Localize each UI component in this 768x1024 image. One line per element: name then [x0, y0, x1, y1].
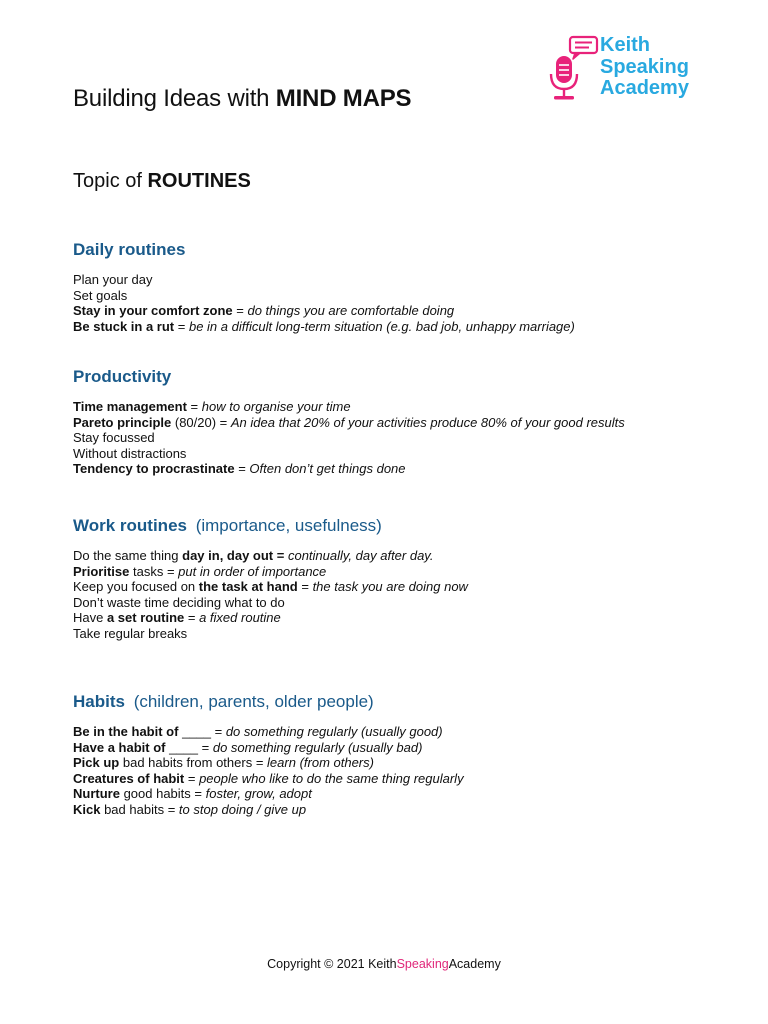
line-text: Do the same thing: [73, 548, 183, 563]
section-heading: [73, 515, 733, 537]
section-heading: [73, 691, 733, 713]
line-term: Nurture: [73, 786, 120, 801]
footer-suffix: Academy: [448, 957, 501, 971]
line-definition: An idea that 20% of your activities produce 80% of your good results: [230, 414, 625, 430]
vocab-line: [73, 415, 733, 431]
line-equals: =: [198, 739, 213, 755]
page-title-strong: MIND MAPS: [275, 85, 412, 112]
section-productivity: [73, 366, 733, 477]
line-text: Stay focussed: [73, 430, 155, 445]
line-definition: do things you are comfortable doing: [247, 303, 455, 318]
line-term: Be in the habit of: [73, 724, 179, 739]
vocab-line: [73, 399, 733, 415]
section-lines: [73, 399, 733, 477]
topic-title-prefix: Topic of: [73, 170, 148, 192]
vocab-line: [73, 319, 733, 335]
line-text-mid: ____: [165, 739, 199, 755]
line-text: Plan your day: [73, 272, 153, 287]
section-lines: [73, 272, 733, 334]
line-equals: =: [252, 755, 268, 770]
microphone-speech-bubble-icon: [545, 34, 601, 102]
line-definition: continually, day after day.: [287, 548, 434, 563]
logo-line-1: Keith: [600, 34, 650, 56]
keith-speaking-academy-logo: [545, 34, 745, 104]
footer-prefix: Copyright © 2021 Keith: [267, 957, 397, 971]
logo-wordmark: [600, 35, 689, 100]
line-text-mid: bad habits: [100, 801, 165, 817]
line-definition: to stop doing / give up: [178, 801, 307, 817]
topic-title-strong: ROUTINES: [147, 170, 251, 192]
section-heading-title: Daily routines: [73, 240, 186, 259]
line-term: Have a habit of: [73, 739, 166, 755]
line-equals: =: [163, 563, 179, 579]
section-lines: [73, 724, 733, 817]
vocab-line: [73, 626, 733, 642]
line-text: Have: [73, 610, 107, 625]
section-heading-subtitle: (children, parents, older people): [128, 692, 374, 711]
vocab-line: [73, 303, 733, 319]
line-term: Creatures of habit: [73, 770, 185, 786]
section-daily-routines: [73, 239, 733, 334]
line-equals: =: [297, 579, 313, 594]
logo-line-3: Academy: [600, 77, 689, 99]
line-term: a set routine: [106, 610, 185, 625]
line-term: Pick up: [73, 755, 120, 770]
line-definition: learn (from others): [267, 755, 374, 770]
line-text: Take regular breaks: [73, 625, 188, 641]
section-lines: [73, 548, 733, 641]
vocab-line: [73, 595, 733, 611]
vocab-line: [73, 771, 733, 787]
line-equals: =: [190, 786, 206, 801]
line-definition: the task you are doing now: [312, 579, 468, 594]
vocab-line: [73, 461, 733, 477]
vocab-line: [73, 446, 733, 462]
line-definition: a fixed routine: [199, 610, 281, 625]
vocab-line: [73, 272, 733, 288]
vocab-line: [73, 802, 733, 818]
section-work-routines: [73, 515, 733, 641]
footer-copyright: [0, 956, 768, 972]
line-term: Kick: [73, 801, 101, 817]
line-text-mid: bad habits from others: [119, 755, 253, 770]
vocab-line: [73, 724, 733, 740]
line-term: the task at hand: [198, 579, 298, 594]
page-title-prefix: Building Ideas with: [73, 85, 276, 112]
line-term: Pareto principle: [73, 414, 172, 430]
line-text-mid: (80/20): [171, 414, 217, 430]
line-text: Set goals: [73, 287, 128, 303]
line-text-mid: good habits: [119, 786, 191, 801]
vocab-line: [73, 579, 733, 595]
page-title: [73, 84, 411, 114]
line-definition: Often don’t get things done: [249, 461, 406, 476]
line-definition: do something regularly (usually good): [225, 724, 443, 739]
line-term: Time management: [73, 399, 187, 414]
line-definition: do something regularly (usually bad): [212, 739, 423, 755]
vocab-line: [73, 430, 733, 446]
logo-line-2: Speaking: [600, 55, 689, 78]
line-equals: =: [186, 399, 202, 414]
line-equals: =: [216, 414, 231, 430]
line-term: Tendency to procrastinate: [73, 461, 235, 476]
line-definition: be in a difficult long-term situation (e.g. bad job, unhappy marriage): [188, 318, 575, 334]
line-equals: =: [211, 724, 226, 739]
vocab-line: [73, 548, 733, 564]
section-heading-title: Productivity: [73, 367, 172, 386]
line-term: Prioritise: [73, 563, 130, 579]
line-definition: foster, grow, adopt: [205, 786, 312, 801]
line-term: Be stuck in a rut: [73, 318, 175, 334]
vocab-line: [73, 740, 733, 756]
line-equals: =: [234, 461, 250, 476]
topic-title: [73, 168, 251, 194]
section-heading: [73, 239, 733, 261]
line-term: Stay in your comfort zone: [73, 303, 233, 318]
section-heading: [73, 366, 733, 388]
section-heading-title: Work routines: [73, 516, 187, 535]
line-equals: =: [184, 610, 200, 625]
vocab-line: [73, 755, 733, 771]
vocab-line: [73, 288, 733, 304]
vocab-line: [73, 610, 733, 626]
section-habits: [73, 691, 733, 817]
line-text: Without distractions: [73, 445, 187, 461]
vocab-line: [73, 564, 733, 580]
section-heading-subtitle: (importance, usefulness): [190, 516, 382, 535]
line-term: day in, day out =: [182, 548, 285, 563]
footer-highlight: Speaking: [396, 957, 449, 971]
line-equals: =: [184, 770, 200, 786]
line-equals: =: [232, 303, 248, 318]
line-equals: =: [174, 318, 189, 334]
vocab-line: [73, 786, 733, 802]
line-text-mid: tasks: [129, 563, 164, 579]
line-text: Don’t waste time deciding what to do: [73, 594, 285, 610]
line-definition: put in order of importance: [178, 563, 327, 579]
line-text-mid: ____: [178, 724, 211, 739]
line-equals: =: [164, 801, 179, 817]
line-text: Keep you focused on: [73, 579, 199, 594]
section-heading-title: Habits: [73, 692, 125, 711]
line-definition: people who like to do the same thing regularly: [199, 770, 464, 786]
line-definition: how to organise your time: [201, 399, 351, 414]
